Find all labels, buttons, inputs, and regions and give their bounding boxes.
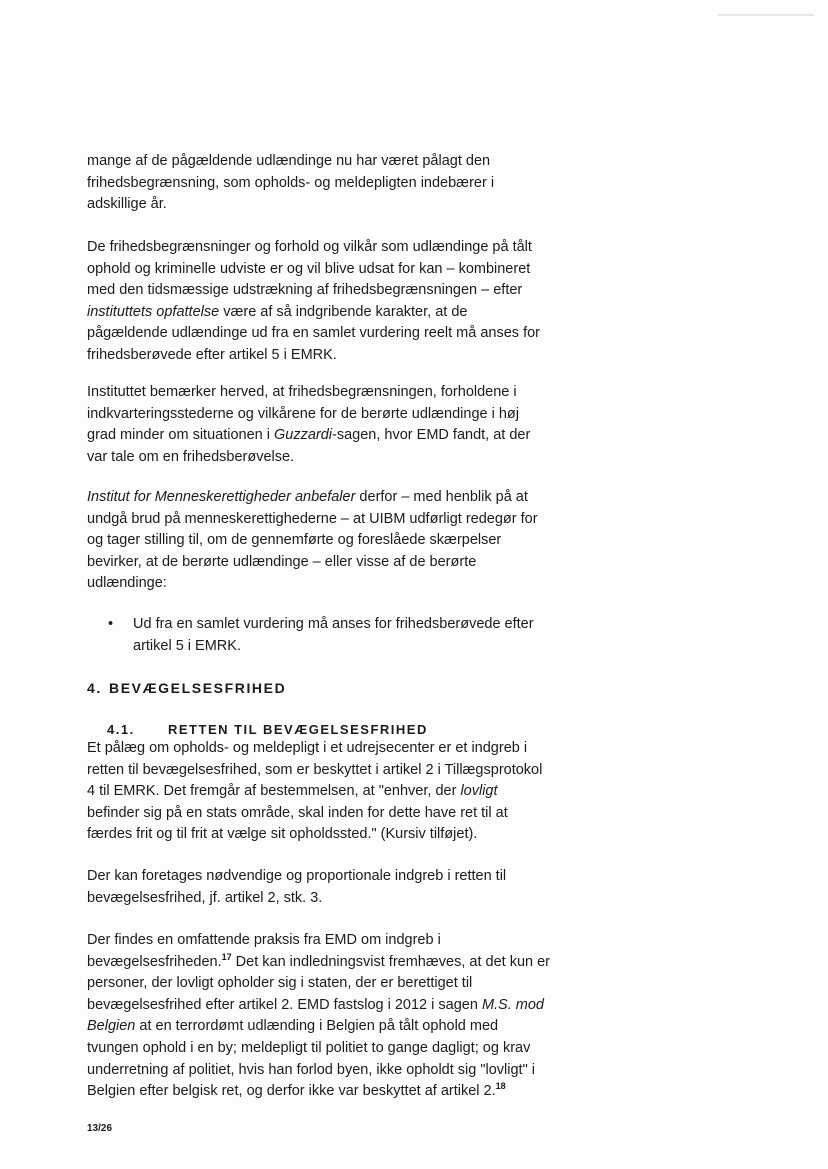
text-line: adskillige år. [87, 196, 167, 213]
paragraph-1 [87, 151, 577, 216]
text-line: undgå brud på menneskerettighederne – at UIBM udførligt redegør for [87, 510, 538, 527]
text-segment: Belgien efter belgisk ret, og derfor ikke var beskyttet af artikel 2. [87, 1083, 496, 1100]
text-line: tvungen ophold i en by; meldepligt til politiet to gange dagligt; og krav [87, 1039, 531, 1056]
text-line [87, 995, 577, 1017]
footnote-ref[interactable]: 18 [495, 1081, 506, 1092]
text-line: Der kan foretages nødvendige og proportionale indgreb i retten til [87, 868, 507, 884]
paragraph-2 [87, 237, 577, 367]
text-line: og tager stilling til, om de gennemførte og foreslåede skærpelser [87, 532, 502, 549]
scan-edge-mark [718, 14, 814, 16]
text-segment: bevægelsesfriheden. [87, 953, 222, 970]
paragraph-7 [87, 930, 577, 1103]
text-line: De frihedsbegrænsninger og forhold og vilkår som udlændinge på tålt [87, 239, 532, 255]
text-line: frihedsberøvede efter artikel 5 i EMRK. [87, 346, 337, 363]
text-line: var tale om en frihedsberøvelse. [87, 448, 295, 465]
italic-text: Guzzardi [274, 427, 333, 444]
text-line: færdes frit og til frit at vælge sit opholdssted." (Kursiv tilføjet). [87, 826, 478, 843]
paragraph-5 [87, 738, 577, 846]
text-line: underretning af politiet, hvis han forlod byen, ikke opholdt sig "lovligt" i [87, 1061, 535, 1078]
text-line [87, 781, 577, 803]
text-segment: derfor – med henblik på at [355, 489, 528, 505]
italic-text: M.S. mod [481, 996, 544, 1013]
italic-text: lovligt [460, 783, 498, 800]
subsection-title: RETTEN TIL BEVÆGELSESFRIHED [168, 722, 428, 737]
italic-text: instituttets opfattelse [87, 303, 220, 320]
text-line: Et pålæg om opholds- og meldepligt i et udrejsecenter er et indgreb i [87, 740, 528, 756]
text-line: indkvarteringsstederne og vilkårene for de berørte udlændinge i høj [87, 405, 520, 422]
italic-text: Institut for Menneskerettigheder anbefaler [87, 489, 356, 505]
text-line: Ud fra en samlet vurdering må anses for frihedsberøvede efter [133, 616, 534, 632]
paragraph-6 [87, 866, 577, 909]
list-item [108, 614, 568, 657]
paragraph-4 [87, 487, 577, 595]
section-title: BEVÆGELSESFRIHED [109, 680, 287, 696]
text-line: artikel 5 i EMRK. [133, 637, 241, 654]
text-line [87, 425, 577, 447]
text-line: frihedsbegrænsning, som opholds- og meldepligten indebærer i [87, 174, 495, 191]
text-line: ophold og kriminelle udviste er og vil blive udsat for kan – kombineret [87, 260, 531, 277]
text-line [87, 302, 577, 324]
text-line: udlændinge: [87, 575, 167, 592]
page-number: 13/26 [87, 1123, 113, 1134]
section-number: 4. [87, 680, 102, 696]
subsection-number: 4.1. [107, 722, 135, 737]
paragraph-3 [87, 382, 577, 468]
text-line: mange af de pågældende udlændinge nu har været pålagt den [87, 153, 491, 169]
text-segment: være af så indgribende karakter, at de [219, 303, 468, 320]
text-line [87, 1016, 577, 1038]
section-heading [87, 680, 286, 696]
text-segment: bevægelsesfrihed efter artikel 2. EMD fastslog i 2012 i sagen [87, 996, 482, 1013]
text-line: Der findes en omfattende praksis fra EMD om indgreb i [87, 932, 441, 948]
text-line: retten til bevægelsesfrihed, som er beskyttet i artikel 2 i Tillægsprotokol [87, 761, 543, 778]
footnote-ref[interactable]: 17 [221, 951, 232, 962]
text-line: Instituttet bemærker herved, at frihedsbegrænsningen, forholdene i [87, 384, 517, 400]
text-line: bevægelsesfrihed, jf. artikel 2, stk. 3. [87, 889, 323, 906]
text-segment: grad minder om situationen i [87, 427, 274, 444]
italic-text: Belgien [87, 1018, 136, 1035]
text-segment: Det kan indledningsvist fremhæves, at det kun er [231, 953, 550, 970]
bullet-icon: • [108, 616, 114, 632]
text-line: pågældende udlændinge ud fra en samlet vurdering reelt må anses for [87, 325, 540, 342]
text-segment: -sagen, hvor EMD fandt, at der [332, 427, 531, 444]
text-line: med den tidsmæssige udstrækning af frihedsbegrænsningen – efter [87, 282, 523, 299]
text-line [87, 1081, 577, 1103]
text-line [87, 487, 577, 509]
text-line: befinder sig på en stats område, skal inden for dette have ret til at [87, 804, 508, 821]
text-line: personer, der lovligt opholder sig i staten, der er berettiget til [87, 975, 473, 992]
bullet-list [108, 614, 568, 657]
text-line [87, 952, 577, 974]
text-segment: 4 til EMRK. Det fremgår af bestemmelsen, at "enhver, der [87, 783, 461, 800]
text-segment: at en terrordømt udlænding i Belgien på tålt ophold med [135, 1018, 499, 1035]
subsection-heading [107, 722, 428, 737]
text-line: bevirker, at de berørte udlændinge – eller visse af de berørte [87, 553, 477, 570]
